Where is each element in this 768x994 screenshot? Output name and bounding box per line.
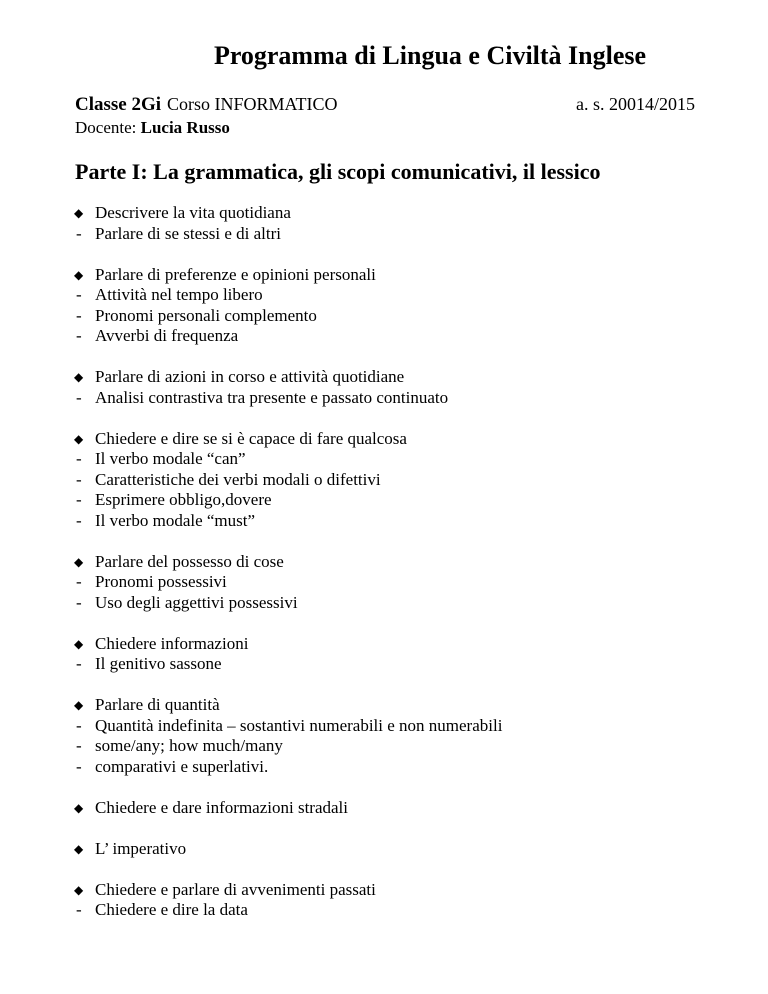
topic-subitem xyxy=(75,900,715,921)
dash-marker: - xyxy=(76,572,82,591)
diamond-bullet-icon: ◆ xyxy=(74,698,84,712)
topic-subitem-text: Analisi contrastiva tra presente e passato continuato xyxy=(95,387,449,407)
topic-subitem xyxy=(75,306,715,327)
class-info xyxy=(75,92,695,116)
topic-subitem xyxy=(75,326,715,347)
dash-marker: - xyxy=(76,326,82,345)
diamond-bullet-icon: ◆ xyxy=(74,431,84,446)
topic-heading xyxy=(75,695,715,716)
topic-group xyxy=(75,880,715,921)
topic-group xyxy=(75,429,715,532)
topic-heading xyxy=(75,552,715,573)
topic-subitem-text: Parlare di se stessi e di altri xyxy=(95,223,282,243)
dash-marker: - xyxy=(76,592,82,612)
topic-subitem-text: Il genitivo sassone xyxy=(95,654,222,673)
diamond-bullet-icon: ◆ xyxy=(74,206,84,220)
topic-subitem xyxy=(75,757,715,778)
section-title: Parte I: La grammatica, gli scopi comunicativi, il lessico xyxy=(75,159,601,184)
teacher-name: Lucia Russo xyxy=(140,118,230,137)
topic-subitem-text: Pronomi possessivi xyxy=(95,572,227,591)
topic-subitem xyxy=(75,572,715,593)
topic-group xyxy=(75,634,715,675)
topic-heading-text: Descrivere la vita quotidiana xyxy=(95,203,291,222)
class-label: Classe 2Gi xyxy=(75,94,162,115)
dash-marker: - xyxy=(76,510,82,530)
dash-marker: - xyxy=(76,305,82,325)
teacher-prefix: Docente: xyxy=(75,118,137,137)
dash-marker: - xyxy=(76,715,82,735)
topic-subitem-text: Attività nel tempo libero xyxy=(95,285,263,304)
topic-subitem-text: Avverbi di frequenza xyxy=(95,326,239,345)
topic-heading-text: Parlare di preferenze e opinioni personali xyxy=(95,264,376,284)
topic-heading-text: Parlare di azioni in corso e attività quotidiane xyxy=(95,367,405,386)
dash-marker: - xyxy=(76,756,82,776)
topic-subitem-text: Uso degli aggettivi possessivi xyxy=(95,592,298,612)
diamond-bullet-icon: ◆ xyxy=(74,554,84,569)
topic-list xyxy=(75,203,715,941)
diamond-bullet-icon: ◆ xyxy=(74,370,84,384)
dash-marker: - xyxy=(76,449,82,468)
topic-subitem-text: Il verbo modale “can” xyxy=(95,449,246,468)
school-year: a. s. 20014/2015 xyxy=(576,94,695,114)
topic-subitem xyxy=(75,470,715,491)
topic-heading-text: Parlare del possesso di cose xyxy=(95,551,284,571)
topic-heading-text: Parlare di quantità xyxy=(95,695,220,714)
teacher-info xyxy=(75,117,230,139)
diamond-bullet-icon: ◆ xyxy=(74,882,84,897)
topic-subitem xyxy=(75,449,715,470)
topic-subitem-text: Quantità indefinita – sostantivi numerabili e non numerabili xyxy=(95,715,503,735)
topic-heading-text: Chiedere informazioni xyxy=(95,633,249,653)
topic-group xyxy=(75,839,715,860)
topic-heading xyxy=(75,798,715,819)
topic-subitem-text: Caratteristiche dei verbi modali o difettivi xyxy=(95,469,381,489)
topic-heading-text: L’ imperativo xyxy=(95,838,187,858)
topic-group xyxy=(75,798,715,819)
topic-heading xyxy=(75,265,715,286)
topic-subitem-text: Esprimere obbligo,dovere xyxy=(95,490,272,509)
topic-group xyxy=(75,695,715,777)
topic-subitem xyxy=(75,511,715,532)
topic-heading-text: Chiedere e dire se si è capace di fare qualcosa xyxy=(95,428,407,448)
topic-heading xyxy=(75,839,715,860)
topic-subitem xyxy=(75,224,715,245)
topic-heading xyxy=(75,634,715,655)
document-title: Programma di Lingua e Civiltà Inglese xyxy=(213,41,647,70)
course-label: Corso INFORMATICO xyxy=(167,94,338,114)
diamond-bullet-icon: ◆ xyxy=(74,267,84,282)
dash-marker: - xyxy=(76,387,82,407)
topic-subitem-text: Il verbo modale “must” xyxy=(95,510,256,530)
dash-marker: - xyxy=(76,654,82,673)
diamond-bullet-icon: ◆ xyxy=(74,841,84,856)
topic-heading-text: Chiedere e parlare di avvenimenti passati xyxy=(95,879,376,899)
topic-group xyxy=(75,552,715,614)
topic-subitem-text: comparativi e superlativi. xyxy=(95,756,269,776)
topic-subitem-text: Pronomi personali complemento xyxy=(95,305,317,325)
diamond-bullet-icon: ◆ xyxy=(74,800,84,815)
topic-subitem xyxy=(75,654,715,675)
dash-marker: - xyxy=(76,223,82,243)
topic-group xyxy=(75,367,715,408)
topic-subitem xyxy=(75,593,715,614)
topic-subitem xyxy=(75,736,715,757)
topic-heading-text: Chiedere e dare informazioni stradali xyxy=(95,797,348,817)
topic-subitem-text: some/any; how much/many xyxy=(95,736,283,755)
topic-heading xyxy=(75,429,715,450)
dash-marker: - xyxy=(76,285,82,304)
dash-marker: - xyxy=(76,736,82,755)
topic-subitem xyxy=(75,716,715,737)
topic-subitem xyxy=(75,490,715,511)
dash-marker: - xyxy=(76,469,82,489)
diamond-bullet-icon: ◆ xyxy=(74,636,84,651)
topic-heading xyxy=(75,367,715,388)
topic-group xyxy=(75,265,715,347)
topic-subitem xyxy=(75,388,715,409)
topic-group xyxy=(75,203,715,244)
topic-heading xyxy=(75,880,715,901)
topic-subitem-text: Chiedere e dire la data xyxy=(95,900,248,919)
topic-subitem xyxy=(75,285,715,306)
dash-marker: - xyxy=(76,490,82,509)
dash-marker: - xyxy=(76,900,82,919)
topic-heading xyxy=(75,203,715,224)
